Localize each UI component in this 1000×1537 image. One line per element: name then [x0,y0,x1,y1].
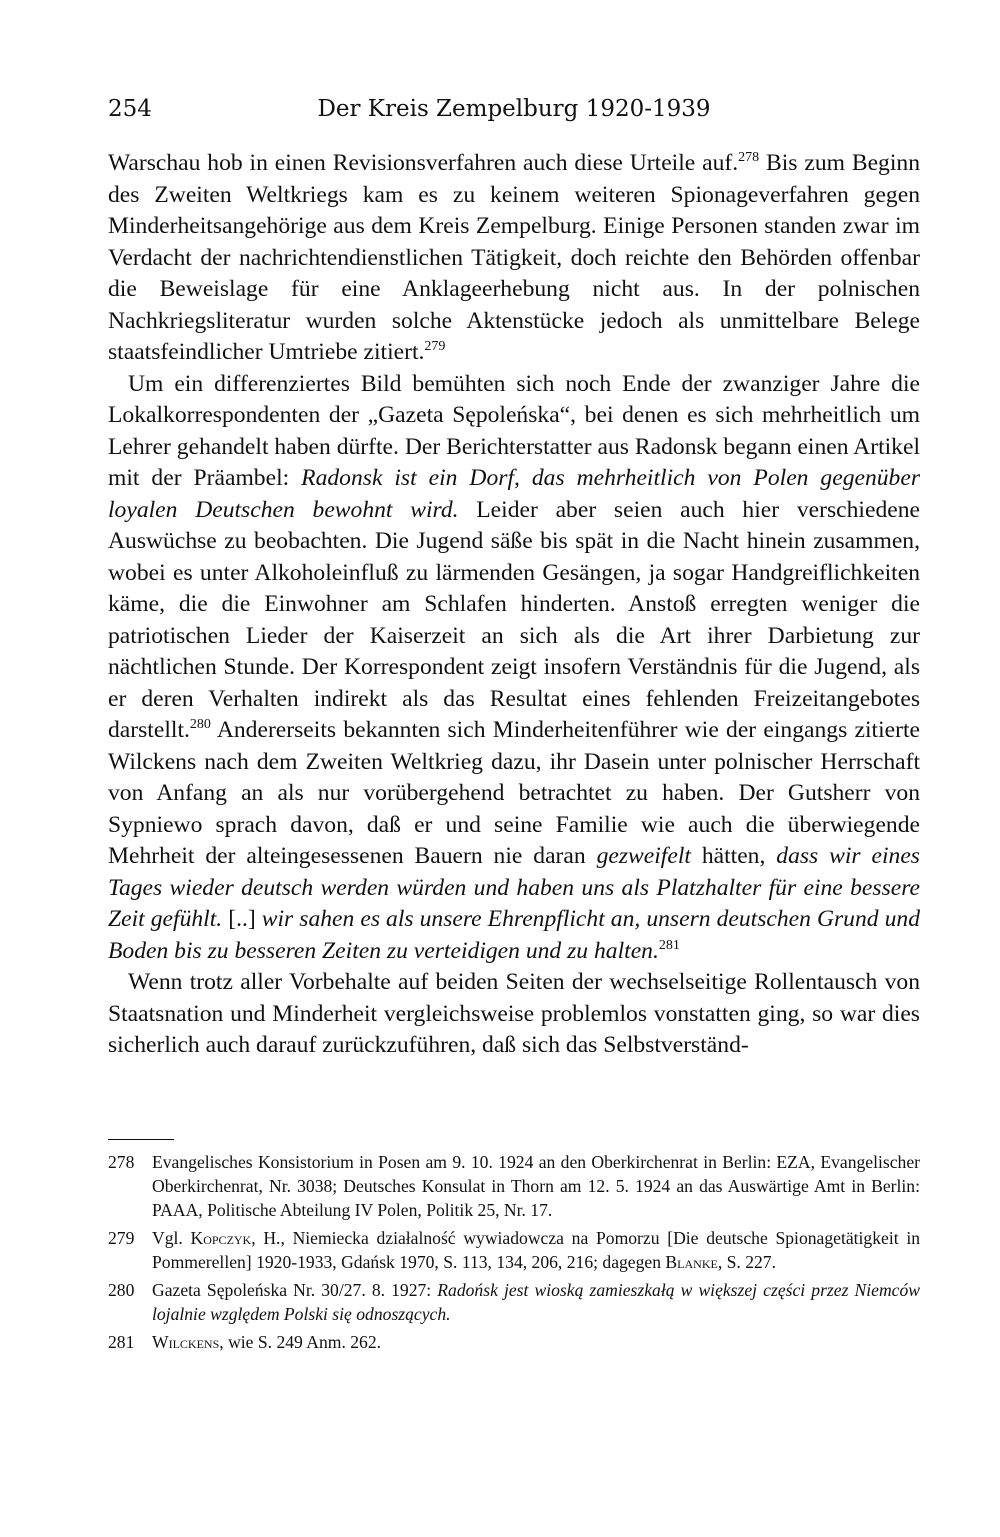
text-run: , H., Niemiecka działalność wywiadowcza na Pomorzu [Die deutsche Spionagetätigkeit in Pommerellen] 1920-1933, Gdańsk 1970, S. 113, 134, 206, 216; dagegen [152,1228,921,1272]
footnote-278 [108,1150,920,1222]
page-header [108,96,920,130]
footnote-number: 280 [108,1280,135,1300]
text-run: [..] [222,906,262,932]
text-run: , wie S. 249 Anm. 262. [219,1332,382,1352]
text-run: hätten, [690,843,777,869]
italic-quote: Radonsk ist ein Dorf, das mehrheitlich von Polen gegenüber loyalen Deutschen bewohnt wird. [108,465,921,523]
footnote-279 [108,1226,920,1274]
text-run: , S. 227. [717,1252,776,1272]
footnote-ref-279[interactable]: 279 [424,339,446,354]
text-run: Leider aber seien auch hier verschiedene Auswüchse zu beobachten. Die Jugend säße bis spät in die Nacht hinein zusammen, wobei es unter Alkoholeinfluß zu lärmenden Gesängen, ja sogar Handgreiflichkeiten käme, die die Einwohner am Schlafen hinderten. Anstoß erregten weniger die patriotischen Lieder der Kaiserzeit an sich als die Art ihrer Darbietung zur nächtlichen Stunde. Der Korrespondent zeigt insofern Verständnis für die Jugend, als er deren Verhalten indirekt als das Resultat eines fehlenden Freizeitangebotes darstellt. [108,496,920,743]
author-name: Blanke [665,1252,718,1272]
author-name: Kopczyk [190,1228,252,1248]
paragraph-1 [108,148,920,369]
italic-quote: Radońsk jest wioską zamieszkałą w większej części przez Niemców lojalnie względem Polski się odnoszących. [152,1280,920,1324]
italic-quote: wir sahen es als unsere Ehrenpflicht an, unsern deutschen Grund und Boden bis zu besseren Zeiten zu verteidigen und zu halten. [108,906,920,964]
italic-word: gezweifelt [596,843,691,869]
text-run: Warschau hob in einen Revisionsverfahren auch diese Urteile auf. [108,150,739,176]
footnote-text [152,1332,381,1352]
italic-quote: dass wir eines Tages wieder deutsch werden würden und haben uns als Platzhalter für eine bessere Zeit gefühlt. [108,843,920,932]
footnote-text [152,1228,920,1272]
paragraph-2 [108,369,920,968]
text-run: Vgl. [152,1228,191,1248]
footnote-number: 279 [108,1228,135,1248]
footnote-number: 281 [108,1332,135,1352]
text-run: Andererseits bekannten sich Minderheitenführer wie der eingangs zitierte Wilckens nach dem Zweiten Weltkrieg dazu, ihr Dasein unter polnischer Herrschaft von Anfang an als nur vorübergehend betrachtet zu haben. Der Gutsherr von Sypniewo sprach davon, daß er und seine Familie wie auch die überwiegende Mehrheit der alteingesessenen Bauern nie daran [108,717,920,869]
text-run: Um ein differenziertes Bild bemühten sich noch Ende der zwanziger Jahre die Lokalkorrespondenten der „Gazeta Sępoleńska“, bei denen es sich mehrheitlich um Lehrer gehandelt haben dürfte. Der Berichterstatter aus Radonsk begann einen Artikel mit der Präambel: [108,370,920,491]
footnote-text [152,1280,920,1324]
text-run: Bis zum Beginn des Zweiten Weltkriegs kam es zu keinem weiteren Spionageverfahren gegen Minderheitsangehörige aus dem Kreis Zempelburg. Einige Personen standen zwar im Verdacht der nachrichtendienstlichen Tätigkeit, doch reichte den Behörden offenbar die Beweislage für eine Anklageerhebung nicht aus. In der polnischen Nachkriegsliteratur wurden solche Aktenstücke jedoch als unmittelbare Belege staatsfeindlicher Umtriebe zitiert. [108,150,920,365]
text-run: Gazeta Sępoleńska Nr. 30/27. 8. 1927: [152,1280,438,1300]
author-name: Wilckens [152,1332,220,1352]
paragraph-3 [108,967,920,1062]
footnote-ref-281[interactable]: 281 [658,937,680,953]
page-number: 254 [108,96,152,122]
footnote-ref-278[interactable]: 278 [738,150,760,165]
footnote-281 [108,1330,920,1354]
footnote-280 [108,1278,920,1326]
footnote-separator [108,1139,174,1140]
footnotes [108,1150,920,1358]
footnote-text: Evangelisches Konsistorium in Posen am 9. 10. 1924 an den Oberkirchenrat in Berlin: EZA, Evangelischer Oberkirchenrat, Nr. 3038; Deutsches Konsulat in Thorn am 12. 5. 1924 an das Auswärtige Amt in Berlin: PAAA, Politische Abteilung IV Polen, Politik 25, Nr. 17. [152,1152,920,1220]
running-title: Der Kreis Zempelburg 1920-1939 [317,96,711,122]
text-run: Wenn trotz aller Vorbehalte auf beiden Seiten der wechselseitige Rollentausch von Staatsnation und Minderheit vergleichsweise problemlos vonstatten ging, so war dies sicherlich auch darauf zurückzuführen, daß sich das Selbstverständ- [108,969,920,1058]
body-text [108,148,920,1062]
footnote-number: 278 [108,1152,135,1172]
footnote-ref-280[interactable]: 280 [189,717,211,732]
